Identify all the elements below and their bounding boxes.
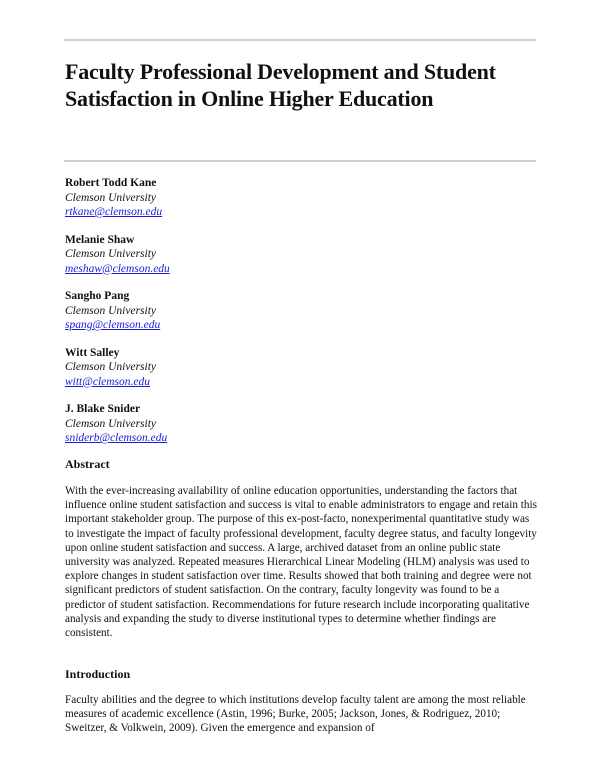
author-name: J. Blake Snider xyxy=(65,403,141,415)
author-email-link[interactable]: sniderb@clemson.edu xyxy=(65,432,168,444)
author-name: Witt Salley xyxy=(65,346,120,359)
title-divider xyxy=(64,160,536,162)
author-affiliation: Clemson University xyxy=(65,248,157,260)
author-email-link[interactable]: rtkane@clemson.edu xyxy=(65,206,163,218)
abstract-text: With the ever-increasing availability of online education opportunities, understanding the factors that influence online student satisfaction and success is vital to enable administrators to engage and retain this important stakeholder group. The purpose of this ex-post-facto, nonexperimental quantitative study was to investigate the impact of faculty professional development, faculty degree status, and faculty longevity upon online student satisfaction and success. A large, archived dataset from an online public state university was analyzed. Repeated measures Hierarchical Linear Modeling (HLM) analysis was used to explore changes in student satisfaction over time. Results showed that both training and degree were not significant predictors of student satisfaction. On the contrary, faculty longevity was found to be a predictor of student satisfaction. Recommendations for future research include incorporating qualitative analysis and expanding the study to diverse institutional types to determine whether findings are consistent. xyxy=(65,485,537,640)
abstract-heading: Abstract xyxy=(65,457,110,471)
author-affiliation: Clemson University xyxy=(65,417,157,430)
author-name: Sangho Pang xyxy=(65,290,130,302)
author-email-link[interactable]: witt@clemson.edu xyxy=(65,375,150,388)
author-affiliation: Clemson University xyxy=(65,361,157,373)
author-block xyxy=(65,402,535,446)
top-divider xyxy=(64,39,536,41)
author-block xyxy=(65,176,535,220)
author-block xyxy=(65,346,535,390)
author-affiliation: Clemson University xyxy=(65,304,157,317)
author-email-link[interactable]: spang@clemson.edu xyxy=(65,319,161,331)
author-email-link[interactable]: meshaw@clemson.edu xyxy=(65,262,170,275)
introduction-text: Faculty abilities and the degree to which institutions develop faculty talent are among the most reliable measures of academic excellence (Astin, 1996; Burke, 2005; Jackson, Jones, & Rodriguez, 2010; Sweitzer, & Volkwein, 2009). Given the emergence and expansion of xyxy=(65,694,526,735)
author-list xyxy=(65,176,535,459)
author-block xyxy=(65,289,535,333)
author-name: Robert Todd Kane xyxy=(65,177,157,189)
introduction-heading: Introduction xyxy=(65,667,131,681)
paper-title: Faculty Professional Development and Student Satisfaction in Online Higher Education xyxy=(65,59,496,111)
author-name: Melanie Shaw xyxy=(65,233,135,246)
author-affiliation: Clemson University xyxy=(65,191,157,204)
author-block xyxy=(65,233,535,277)
